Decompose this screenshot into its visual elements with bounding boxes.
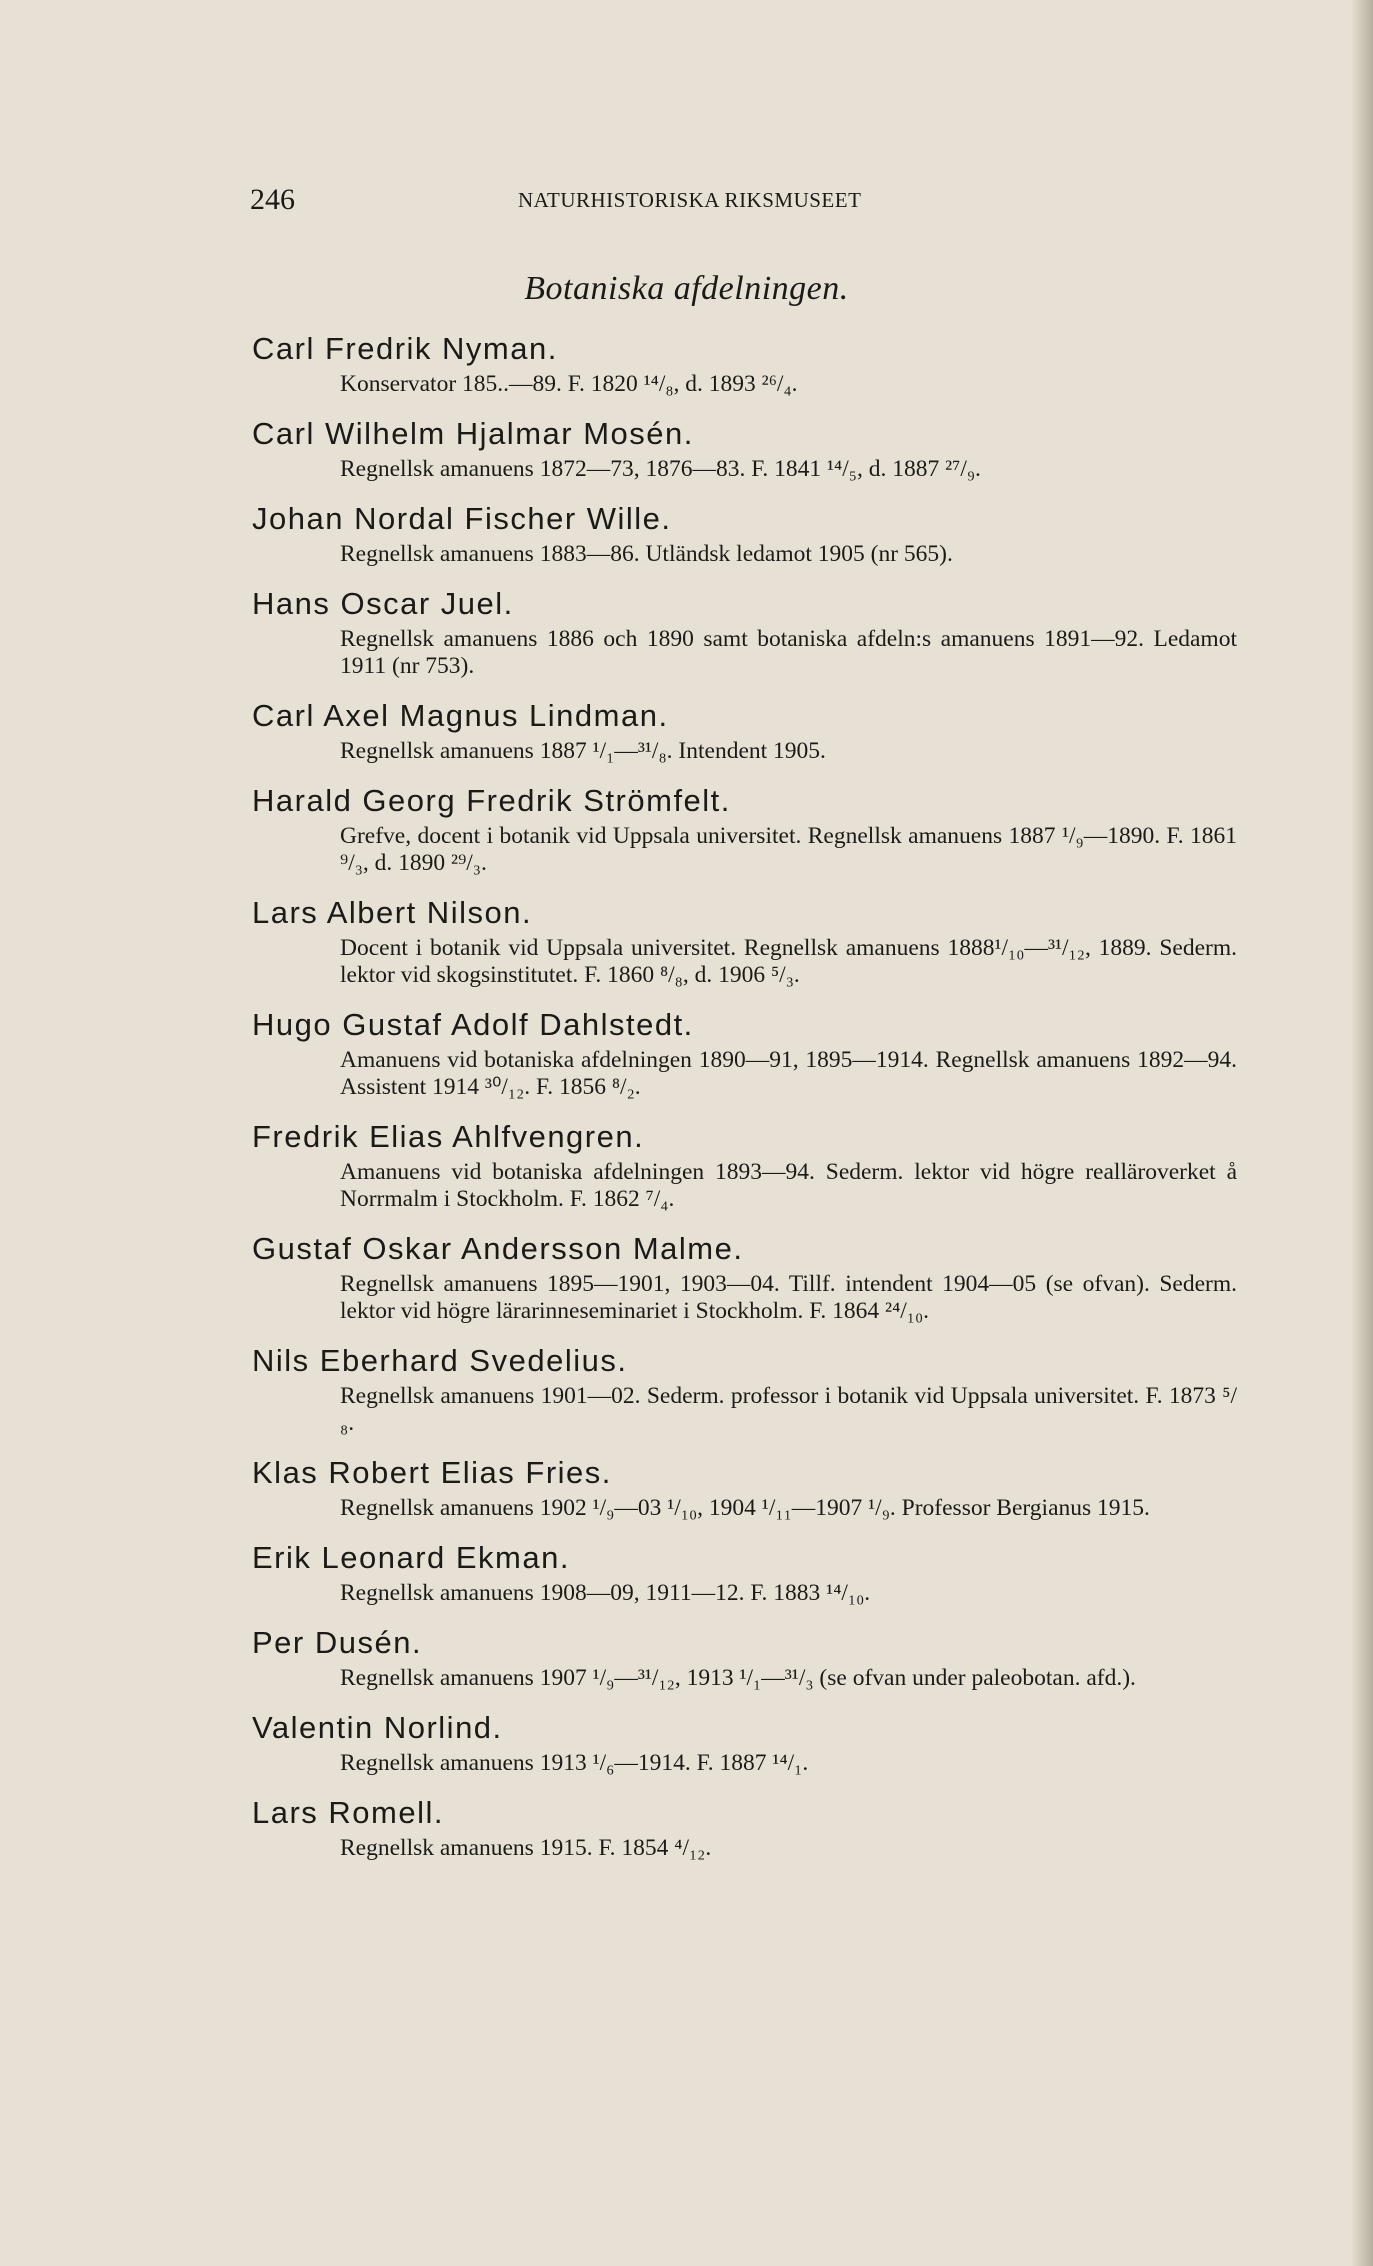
entry-description: Regnellsk amanuens 1895—1901, 1903—04. Tillf. intendent 1904—05 (se ofvan). Sederm. lektor vid högre lärarinneseminariet i Stockholm. F. 1864 ²⁴/₁₀. — [340, 1271, 1237, 1324]
entry-description: Regnellsk amanuens 1913 ¹/₆—1914. F. 1887 ¹⁴/₁. — [340, 1750, 809, 1776]
entry — [252, 415, 1237, 483]
entry — [252, 1342, 1237, 1437]
entry-name: Valentin Norlind. — [252, 1710, 503, 1745]
entry-name: Lars Romell. — [252, 1795, 444, 1830]
entry — [252, 894, 1237, 989]
running-head — [250, 183, 1100, 223]
entry-name: Harald Georg Fredrik Strömfelt. — [252, 783, 731, 818]
entry — [252, 1118, 1237, 1213]
entry — [252, 330, 1237, 398]
section-title: Botaniska afdelningen. — [524, 270, 849, 307]
entry-name: Erik Leonard Ekman. — [252, 1540, 570, 1575]
entry-name: Carl Axel Magnus Lindman. — [252, 698, 669, 733]
entry-description: Regnellsk amanuens 1907 ¹/₉—³¹/₁₂, 1913 ¹/₁—³¹/₃ (se ofvan under paleobotan. afd.). — [340, 1665, 1136, 1691]
entry — [252, 1624, 1237, 1692]
entry — [252, 1539, 1237, 1607]
entry-name: Carl Fredrik Nyman. — [252, 331, 558, 366]
entry-description: Amanuens vid botaniska afdelningen 1890—91, 1895—1914. Regnellsk amanuens 1892—94. Assistent 1914 ³⁰/₁₂. F. 1856 ⁸/₂. — [340, 1047, 1237, 1100]
entry — [252, 1794, 1237, 1862]
page-edge-shadow — [1351, 0, 1373, 2266]
entry-description: Amanuens vid botaniska afdelningen 1893—94. Sederm. lektor vid högre realläroverket å Norrmalm i Stockholm. F. 1862 ⁷/₄. — [340, 1159, 1237, 1212]
entry-description: Grefve, docent i botanik vid Uppsala universitet. Regnellsk amanuens 1887 ¹/₉—1890. F. 1861 ⁹/₃, d. 1890 ²⁹/₃. — [340, 823, 1237, 876]
entry — [252, 585, 1237, 680]
entry-description: Regnellsk amanuens 1887 ¹/₁—³¹/₈. Intendent 1905. — [340, 738, 826, 764]
entry-name: Hugo Gustaf Adolf Dahlstedt. — [252, 1007, 694, 1042]
page-number: 246 — [250, 183, 295, 216]
entry-description: Regnellsk amanuens 1883—86. Utländsk ledamot 1905 (nr 565). — [340, 541, 953, 567]
entry-name: Lars Albert Nilson. — [252, 895, 533, 930]
entry-name: Nils Eberhard Svedelius. — [252, 1343, 628, 1378]
entry — [252, 697, 1237, 765]
journal-title: NATURHISTORISKA RIKSMUSEET — [518, 188, 862, 212]
entry-description: Regnellsk amanuens 1872—73, 1876—83. F. 1841 ¹⁴/₅, d. 1887 ²⁷/₉. — [340, 456, 981, 482]
entry-name: Carl Wilhelm Hjalmar Mosén. — [252, 416, 694, 451]
entry — [252, 1709, 1237, 1777]
entry — [252, 1006, 1237, 1101]
entry-name: Gustaf Oskar Andersson Malme. — [252, 1231, 744, 1266]
entry-name: Fredrik Elias Ahlfvengren. — [252, 1119, 645, 1154]
entry — [252, 1230, 1237, 1325]
entry-description: Regnellsk amanuens 1908—09, 1911—12. F. 1883 ¹⁴/₁₀. — [340, 1580, 871, 1606]
entry-name: Per Dusén. — [252, 1625, 423, 1660]
entry-description: Regnellsk amanuens 1901—02. Sederm. professor i botanik vid Uppsala universitet. F. 1873 ⁵/₈. — [340, 1383, 1237, 1436]
entry — [252, 1454, 1237, 1522]
entry — [252, 782, 1237, 877]
entry-description: Regnellsk amanuens 1915. F. 1854 ⁴/₁₂. — [340, 1835, 712, 1861]
entry-name: Hans Oscar Juel. — [252, 586, 514, 621]
entry-name: Klas Robert Elias Fries. — [252, 1455, 612, 1490]
entry-list — [252, 330, 1237, 1879]
entry-description: Regnellsk amanuens 1902 ¹/₉—03 ¹/₁₀, 1904 ¹/₁₁—1907 ¹/₉. Professor Bergianus 1915. — [340, 1495, 1150, 1521]
entry-name: Johan Nordal Fischer Wille. — [252, 501, 672, 536]
entry-description: Konservator 185..—89. F. 1820 ¹⁴/₈, d. 1893 ²⁶/₄. — [340, 371, 798, 397]
entry-description: Docent i botanik vid Uppsala universitet. Regnellsk amanuens 1888¹/₁₀—³¹/₁₂, 1889. Sederm. lektor vid skogsinstitutet. F. 1860 ⁸/₈, d. 1906 ⁵/₃. — [340, 935, 1237, 988]
entry — [252, 500, 1237, 568]
entry-description: Regnellsk amanuens 1886 och 1890 samt botaniska afdeln:s amanuens 1891—92. Ledamot 1911 (nr 753). — [340, 626, 1237, 679]
